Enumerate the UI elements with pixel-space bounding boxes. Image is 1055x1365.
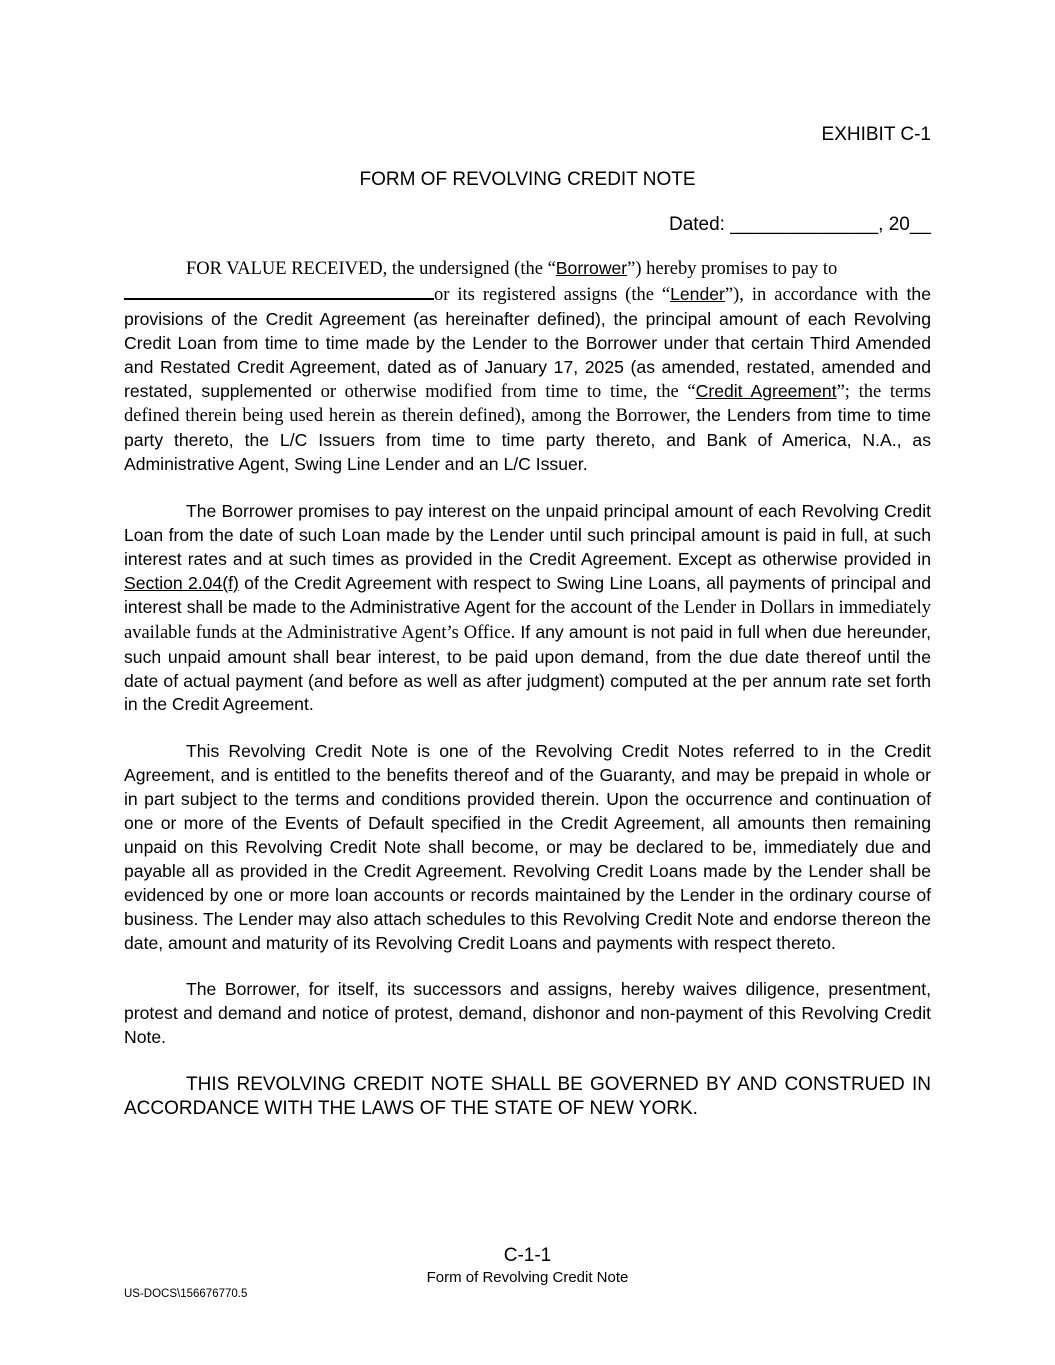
payee-blank-line — [124, 282, 434, 300]
document-id: US-DOCS\156676770.5 — [124, 1288, 248, 1300]
page-title: FORM OF REVOLVING CREDIT NOTE — [359, 169, 696, 190]
text-segment: the provisions of the Credit Agreement (as hereinafter defined), the principal amount of each Revolving Credit Loan from time to time made by the Lender to the Borrower under that certain Third Amended and Restated Credit Agreement, dated as of January 17, 2025 (as amended, restated, amended and restated, supplemented — [124, 283, 931, 401]
text-segment: the Lender in Dollars in immediately available funds at the Administrative Agent’s Office. — [124, 597, 931, 643]
paragraph-governing-law: THIS REVOLVING CREDIT NOTE SHALL BE GOVERNED BY AND CONSTRUED IN ACCORDANCE WITH THE LAWS OF THE STATE OF NEW YORK. — [124, 1074, 931, 1120]
footer-label: Form of Revolving Credit Note — [426, 1269, 629, 1286]
defined-term-borrower: Borrower — [555, 258, 628, 278]
text-segment: If any amount is not paid in full when due hereunder, such unpaid amount shall bear interest, to be paid upon demand, from the due date thereof until the date of actual payment (and before as well as after judgment) computed at the per annum rate set forth in the Credit Agreement. — [124, 621, 932, 715]
paragraph-waiver: The Borrower, for itself, its successors and assigns, hereby waives diligence, presentment, protest and demand and notice of protest, demand, dishonor and non-payment of this Revolving Credit Note. — [124, 979, 931, 1048]
defined-term-lender: Lender — [670, 283, 725, 304]
exhibit-label: EXHIBIT C-1 — [821, 124, 931, 145]
text-segment: FOR VALUE RECEIVED, the undersigned (the “ — [186, 259, 556, 279]
paragraph-interest — [124, 500, 931, 717]
text-segment: or otherwise modified from time to time, the “ — [311, 381, 696, 402]
text-segment: or its registered assigns (the “ — [434, 284, 671, 305]
text-segment: ”), in accordance with — [724, 284, 899, 305]
defined-term-credit-agreement: Credit Agreement — [695, 380, 837, 401]
dated-line: Dated: ______________, 20__ — [668, 214, 931, 235]
paragraph-value-received — [124, 257, 931, 477]
page-number: C-1-1 — [503, 1245, 552, 1266]
paragraph-revolving-note: This Revolving Credit Note is one of the Revolving Credit Notes referred to in the Credit Agreement, and is entitled to the benefits thereof and of the Guaranty, and may be prepaid in whole or in part subject to the terms and conditions provided therein. Upon the occurrence and continuation of one or more of the Events of Default specified in the Credit Agreement, all amounts then remaining unpaid on this Revolving Credit Note shall become, or may be declared to be, immediately due and payable all as provided in the Credit Agreement. Revolving Credit Loans made by the Lender shall be evidenced by one or more loan accounts or records maintained by the Lender in the ordinary course of business. The Lender may also attach schedules to this Revolving Credit Note and endorse thereon the date, amount and maturity of its Revolving Credit Loans and payments with respect thereto. — [124, 741, 931, 953]
text-segment: ”; the terms defined therein being used herein as therein defined), among the Borrower, — [124, 381, 931, 427]
text-segment: The Borrower promises to pay interest on the unpaid principal amount of each Revolving Credit Loan from the date of such Loan made by the Lender until such principal amount is paid in full, at such interest rates and at such times as provided in the Credit Agreement. Except as otherwise provided in — [124, 501, 931, 569]
document-body — [124, 257, 931, 1144]
text-segment: ”) hereby promises to pay to — [627, 259, 838, 279]
section-reference: Section 2.04(f) — [124, 572, 239, 593]
text-segment: the Lenders from time to time party thereto, the L/C Issuers from time to time party thereto, and Bank of America, N.A., as Administrative Agent, Swing Line Lender and an L/C Issuer. — [124, 405, 931, 475]
text-segment: of the Credit Agreement with respect to Swing Line Loans, all payments of principal and interest shall be made to the Administrative Agent for the account of — [124, 572, 931, 617]
